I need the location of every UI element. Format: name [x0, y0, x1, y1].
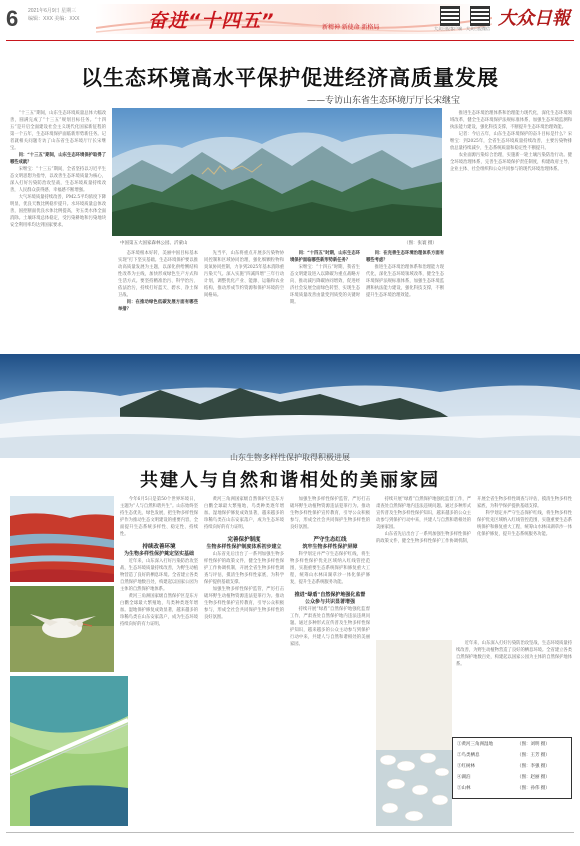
footer-rule [6, 832, 574, 833]
qr-left-label: 大众日报客户端 [434, 26, 462, 31]
editor-line: 编辑：XXX 美编：XXX [28, 16, 80, 22]
article1-photo-mountains [112, 108, 442, 236]
article1-column-5: 问：在完善生态环境治理体系方面有哪些考虑？ 推进生态环境治理体系和治理能力现代化，深化生态环境领域改革，健全生态环境保护法规标准体系，加强生态环境监测和执法能力建设，强化科技支撑，不断提升生态环境治理效能。 [366, 251, 444, 298]
photo-credits-box: ①黄河三角洲湿地 ②鸟类栖息 ③红树林 ④湖泊 ⑤山林 （图：刘明 摄） （图：王芳 摄） （图：李强 摄） （图：赵丽 摄） （图：孙伟 摄） [452, 737, 572, 799]
article2-column-5: 近年来，山东深入打好污染防治攻坚战，生态环境质量持续改善，为野生动植物营造了良好的栖息环境。全省建立各类自然保护地数百处，构建起以国家公园为主体的自然保护地体系。 [456, 641, 572, 667]
red-wetland-photo [10, 496, 114, 582]
bird-photo [10, 586, 114, 672]
coastal-cloud-photo [0, 354, 580, 458]
article2-column-4: 持续开展“绿盾”自然保护地强化监督工作，严肃查处自然保护地内违法违规问题。通过多种形式宣传普及生物多样性保护知识，越来越多的公众主动参与到保护行动中来，共建人与自然和谐相处的美丽家园。 山东省先后出台了一系列加强生物多样性保护的政策文件，健全生物多样性保护工作协调机制，开展全省生物多样性调查与评估，摸清生物多样性家底，为科学保护提供基础支撑。 科学划定并严守生态保护红线，将生物多样性保护优先区域纳入红线管控范围，实施重要生态系统保护和修复重大工程，统筹山水林田湖草沙一体化保护修复，提升生态系统服务功能。 [376, 497, 572, 544]
article2-column-3: 加强生物多样性保护监管，严厉打击破坏野生动植物资源违法犯罪行为。推动生物多样性保护宣传教育，引导公众积极参与，形成全社会共同保护生物多样性的良好氛围。 严守生态红线 筑牢生物多样性保护屏障 科学划定并严守生态保护红线，将生物多样性保护优先区域纳入红线管控范围，实施重要生态系统保护和修复重大工程，统筹山水林田湖草沙一体化保护修复，提升生态系统服务功能。 推进“绿盾”自然保护地强化监督 公众参与共识显著增强 持续开展“绿盾”自然保护地强化监督工作，严肃查处自然保护地内违法违规问题。通过多种形式宣传普及生物多样性保护知识，越来越多的公众主动参与到保护行动中来，共建人与自然和谐相处的美丽家园。 [290, 497, 370, 647]
article1-column-1: “十三五”期间，山东生态环境质量总体大幅改善，圆满完成了“十三五”规划目标任务。“十四五”是开启全面建设社会主义现代化国家新征程的第一个五年，生态环境保护面临新形势新任务。记者就相关问题专访了山东省生态环境厅厅长宋继宝。 问：“十三五”期间，山东生态环境保护取得了哪些成就？ 宋继宝：“十三五”期间，全省坚持以习近平生态文明思想为指导，以改善生态环境质量为核心，深入打好污染防治攻坚战，生态环境质量持续改善，人民群众获得感、幸福感不断增强。 大气环境质量持续改善，PM2.5平均浓度下降明显，优良天数比例稳步提升。水环境质量总体改善，国控断面优良水体比例提高，劣五类水体全面消除。土壤环境总体稳定，受污染耕地和污染地块安全利用率均达到国家要求。 [10, 111, 106, 228]
article1-subtitle: ——专访山东省生态环境厅厅长宋继宝 [306, 96, 460, 106]
qr-code-icon [440, 6, 460, 26]
banner-title: 奋进“十四五” [148, 10, 275, 32]
article2-feature-tag: 山东生物多样性保护取得积极进展 [230, 453, 350, 462]
article2-column-2: 黄河三角洲国家级自然保护区是东方白鹳全球最大繁殖地，鸟类种类逐年增加。湿地保护修复成效显著，越来越多的珍稀鸟类在山东安家落户，成为生态环境持续向好的有力证明。 完善保护制度 生物多样性保护制度体系初步建立 山东省先后出台了一系列加强生物多样性保护的政策文件，健全生物多样性保护工作协调机制，开展全省生物多样性调查与评估，摸清生物多样性家底，为科学保护提供基础支撑。 加强生物多样性保护监管，严厉打击破坏野生动植物资源违法犯罪行为。推动生物多样性保护宣传教育，引导公众积极参与，形成全社会共同保护生物多样性的良好氛围。 [204, 497, 284, 620]
article1-column-2: 问：“十四五”时期，山东生态环境保护面临哪些新形势新任务？ 宋继宝：“十四五”时期，我省生态文明建设进入以降碳为重点战略方向、推动减污降碳协同增效、促进经济社会发展全面绿色转型、实现生态环境质量改善由量变到质变的关键时期。 [290, 251, 360, 305]
article1-photo-caption: 中国第五大国家森林公园、沂蒙山 [120, 240, 188, 245]
date-line: 2021年6月9日 星期三 [28, 8, 77, 14]
qr-right-label: 大众日报微信 [466, 26, 490, 31]
header-rule [6, 40, 574, 41]
newspaper-masthead: 大众日報 [498, 8, 570, 29]
article1-column-3: 态环境根本好转，美丽中国目标基本实现”打下坚实基础。生态环境保护要以推动高质量发展为主题，以深化供给侧结构性改革为主线，加快形成绿色生产方式和生活方式。要坚持精准治污、科学治污、依法治污，持续打好蓝天、碧水、净土保卫战。 问：在推动绿色低碳发展方面有哪些举措？ [118, 251, 198, 312]
bridge-lake-photo [10, 676, 128, 826]
article1-photo-credit: （图：张寰 摄） [404, 241, 437, 246]
banner-subtitle: 新精神 新使命 新格局 [322, 25, 380, 31]
article2-headline: 共建人与自然和谐相处的美丽家园 [140, 470, 440, 491]
qr-code-icon [470, 6, 490, 26]
article1-column-4: 先当平，山东将重点开展多污染物协同控制和区域协同治理，强化细颗粒物和臭氧协同控制，力争到2025年基本消除重污染天气。深入实施“四减四增”三年行动计划，调整优化产业、能源、运输和农业结构，推动形成节约资源和保护环境的空间格局。 [204, 251, 284, 298]
page-header [0, 0, 580, 42]
swan-flock-photo [376, 640, 452, 826]
page-number: 6 [6, 6, 19, 31]
article1-column-6: 推进生态环境治理体系和治理能力现代化，深化生态环境领域改革，健全生态环境保护法规标准体系，加强生态环境监测和执法能力建设，强化科技支撑，不断提升生态环境治理效能。 记者：今后五年，山东生态环境保护的奋斗目标是什么？宋继宝：到2025年，全省生态环境质量持续改善，主要污染物排放总量持续减少，生态系统质量和稳定性不断提升。 农业面源污染综合治理，实施新一轮土壤污染防治行动。健全环境治理体系，完善生态环境保护责任制度，构建政府主导、企业主体、社会组织和公众共同参与的现代环境治理体系。 [450, 111, 572, 172]
article1-headline: 以生态环境高水平保护促进经济高质量发展 [81, 66, 499, 90]
article2-column-1: 今年6月5日是第50个世界环境日，主题为“人与自然和谐共生”。山东始终坚持生态优先、绿色发展，把生物多样性保护作为推动生态文明建设的重要内容，全面提升生态系统多样性、稳定性、持续性。 持续改善环境 为生物多样性保护奠定坚实基础 近年来，山东深入打好污染防治攻坚战，生态环境质量持续改善，为野生动植物营造了良好的栖息环境。全省建立各类自然保护地数百处，构建起以国家公园为主体的自然保护地体系。 黄河三角洲国家级自然保护区是东方白鹳全球最大繁殖地，鸟类种类逐年增加。湿地保护修复成效显著，越来越多的珍稀鸟类在山东安家落户，成为生态环境持续向好的有力证明。 [120, 497, 198, 627]
